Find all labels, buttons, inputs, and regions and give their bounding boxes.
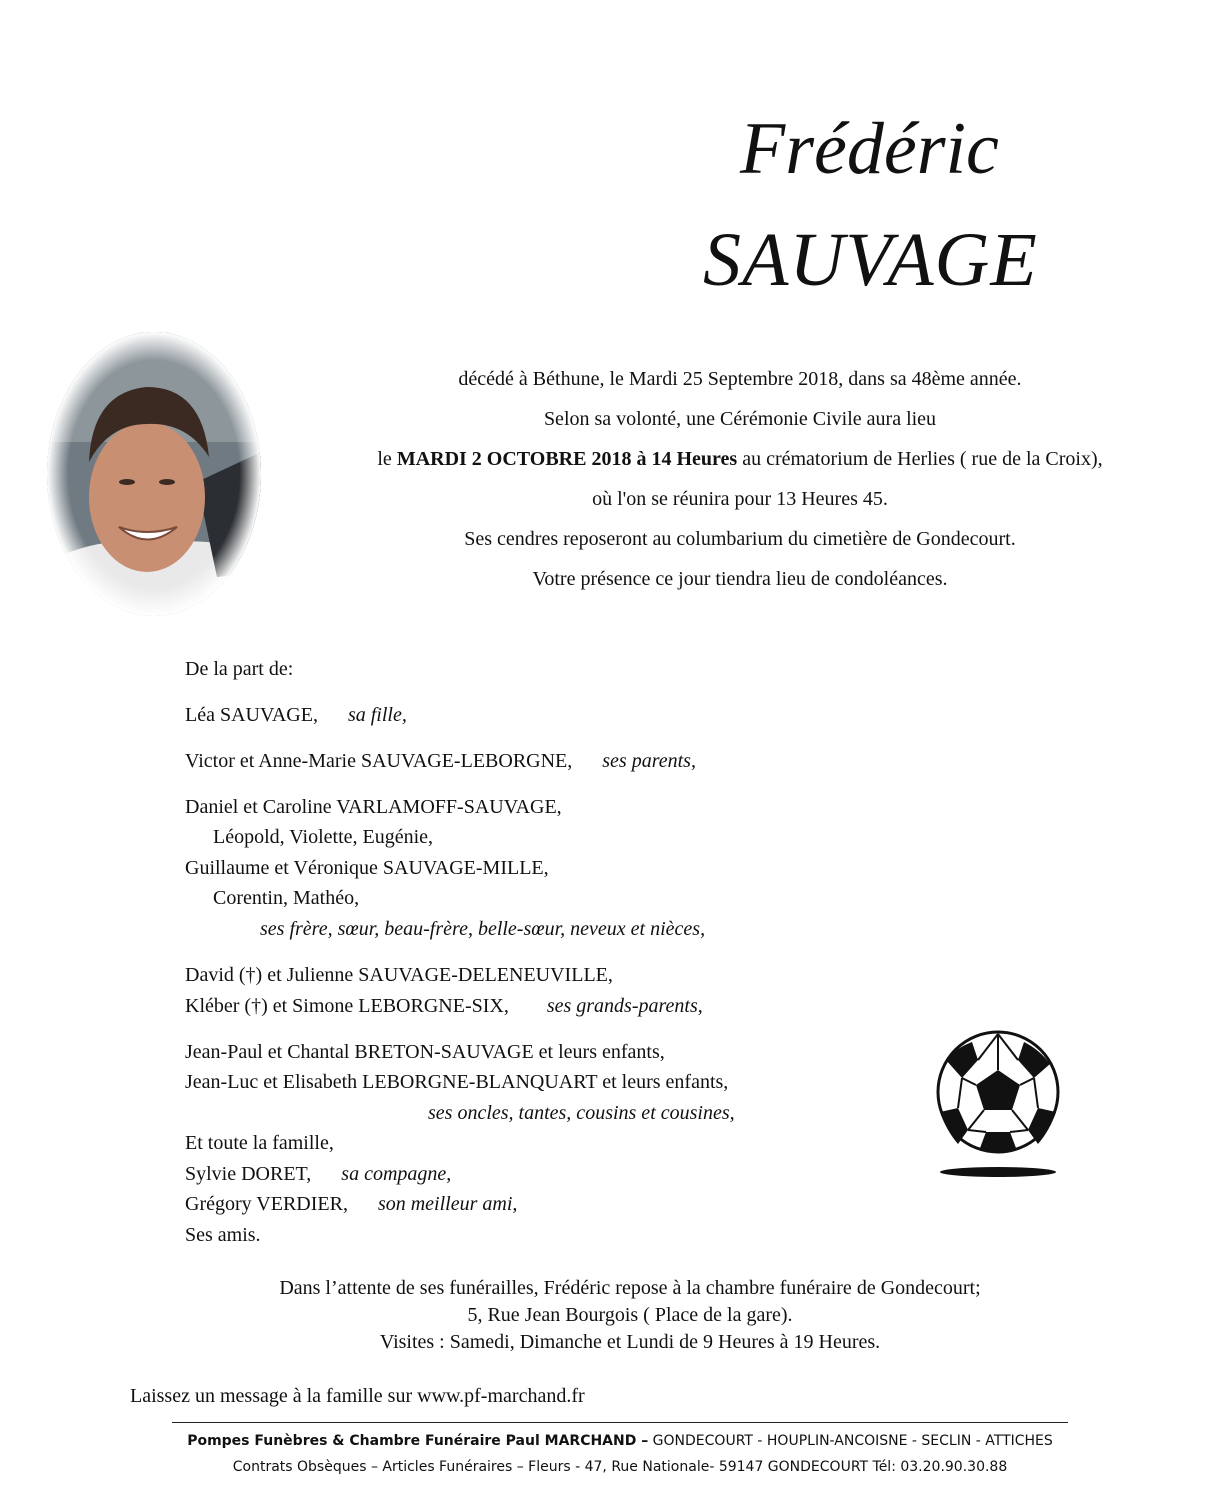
family-siblings-rel: ses frère, sœur, beau-frère, belle-sœur, neveux et nièces, xyxy=(260,918,706,940)
date-line-post: au crématorium de Herlies ( rue de la Croix), xyxy=(737,448,1103,470)
family-partner-name: Sylvie DORET, xyxy=(185,1163,312,1185)
family-sibling-2: Guillaume et Véronique SAUVAGE-MILLE, xyxy=(185,857,549,879)
company-towns: GONDECOURT - HOUPLIN-ANCOISNE - SECLIN - ATTICHES xyxy=(648,1433,1053,1449)
family-grandparents-2 xyxy=(185,995,703,1018)
family-friends: Ses amis. xyxy=(185,1224,261,1246)
family-daughter-rel: sa fille, xyxy=(347,704,407,726)
family-uncles-rel: ses oncles, tantes, cousins et cousines, xyxy=(428,1102,735,1124)
family-sibling-1: Daniel et Caroline VARLAMOFF-SAUVAGE, xyxy=(185,796,562,818)
family-partner-rel: sa compagne, xyxy=(341,1163,452,1185)
family-friend-name: Grégory VERDIER, xyxy=(185,1193,348,1215)
family-friend-rel: son meilleur ami, xyxy=(377,1193,518,1215)
date-line-pre: le xyxy=(377,448,397,470)
deceased-last-name: SAUVAGE xyxy=(703,218,1038,302)
family-friend xyxy=(185,1193,517,1216)
family-sibling-2-children: Corentin, Mathéo, xyxy=(213,887,360,909)
ceremony-date: MARDI 2 OCTOBRE 2018 à 14 Heures xyxy=(396,448,738,470)
family-sibling-1-children: Léopold, Violette, Eugénie, xyxy=(213,826,434,848)
portrait-photo xyxy=(47,332,261,616)
family-all: Et toute la famille, xyxy=(185,1132,334,1154)
funeral-home-address: 5, Rue Jean Bourgois ( Place de la gare). xyxy=(467,1304,793,1326)
family-parents-name: Victor et Anne-Marie SAUVAGE-LEBORGNE, xyxy=(185,750,573,772)
family-grandparents-rel: ses grands-parents, xyxy=(546,995,703,1017)
funeral-home-visits: Visites : Samedi, Dimanche et Lundi de 9 Heures à 19 Heures. xyxy=(379,1331,881,1353)
company-contact: Contrats Obsèques – Articles Funéraires – Fleurs - 47, Rue Nationale- 59147 GONDECOURT Tél: 03.20.90.30.88 xyxy=(232,1459,1008,1475)
family-daughter xyxy=(185,704,407,727)
soccer-ball-icon xyxy=(928,1030,1068,1180)
announcement-date-line xyxy=(300,448,1180,471)
family-partner xyxy=(185,1163,451,1186)
announcement-gathering: où l'on se réunira pour 13 Heures 45. xyxy=(592,488,888,510)
announcement-condolences: Votre présence ce jour tiendra lieu de condoléances. xyxy=(532,568,948,590)
family-grandparents-2-name: Kléber (†) et Simone LEBORGNE-SIX, xyxy=(185,995,509,1017)
deceased-first-name: Frédéric xyxy=(740,108,999,190)
announcement-ceremony: Selon sa volonté, une Cérémonie Civile aura lieu xyxy=(543,408,937,430)
company-header xyxy=(172,1433,1068,1449)
announcement-ashes: Ses cendres reposeront au columbarium du cimetière de Gondecourt. xyxy=(464,528,1016,550)
funeral-home-rest: Dans l’attente de ses funérailles, Frédéric repose à la chambre funéraire de Gondecourt; xyxy=(279,1277,981,1299)
family-uncle-1: Jean-Paul et Chantal BRETON-SAUVAGE et leurs enfants, xyxy=(185,1041,665,1063)
family-uncle-2: Jean-Luc et Elisabeth LEBORGNE-BLANQUART et leurs enfants, xyxy=(185,1071,729,1093)
family-intro: De la part de: xyxy=(185,658,294,680)
announcement-death: décédé à Béthune, le Mardi 25 Septembre 2018, dans sa 48ème année. xyxy=(458,368,1022,390)
family-parents-rel: ses parents, xyxy=(602,750,696,772)
leave-message-text: Laissez un message à la famille sur www.pf-marchand.fr xyxy=(130,1385,585,1407)
family-grandparents-1: David (†) et Julienne SAUVAGE-DELENEUVILLE, xyxy=(185,964,613,986)
family-parents xyxy=(185,750,696,773)
footer-divider xyxy=(172,1422,1068,1423)
family-daughter-name: Léa SAUVAGE, xyxy=(185,704,318,726)
company-name: Pompes Funèbres & Chambre Funéraire Paul MARCHAND – xyxy=(187,1433,649,1449)
